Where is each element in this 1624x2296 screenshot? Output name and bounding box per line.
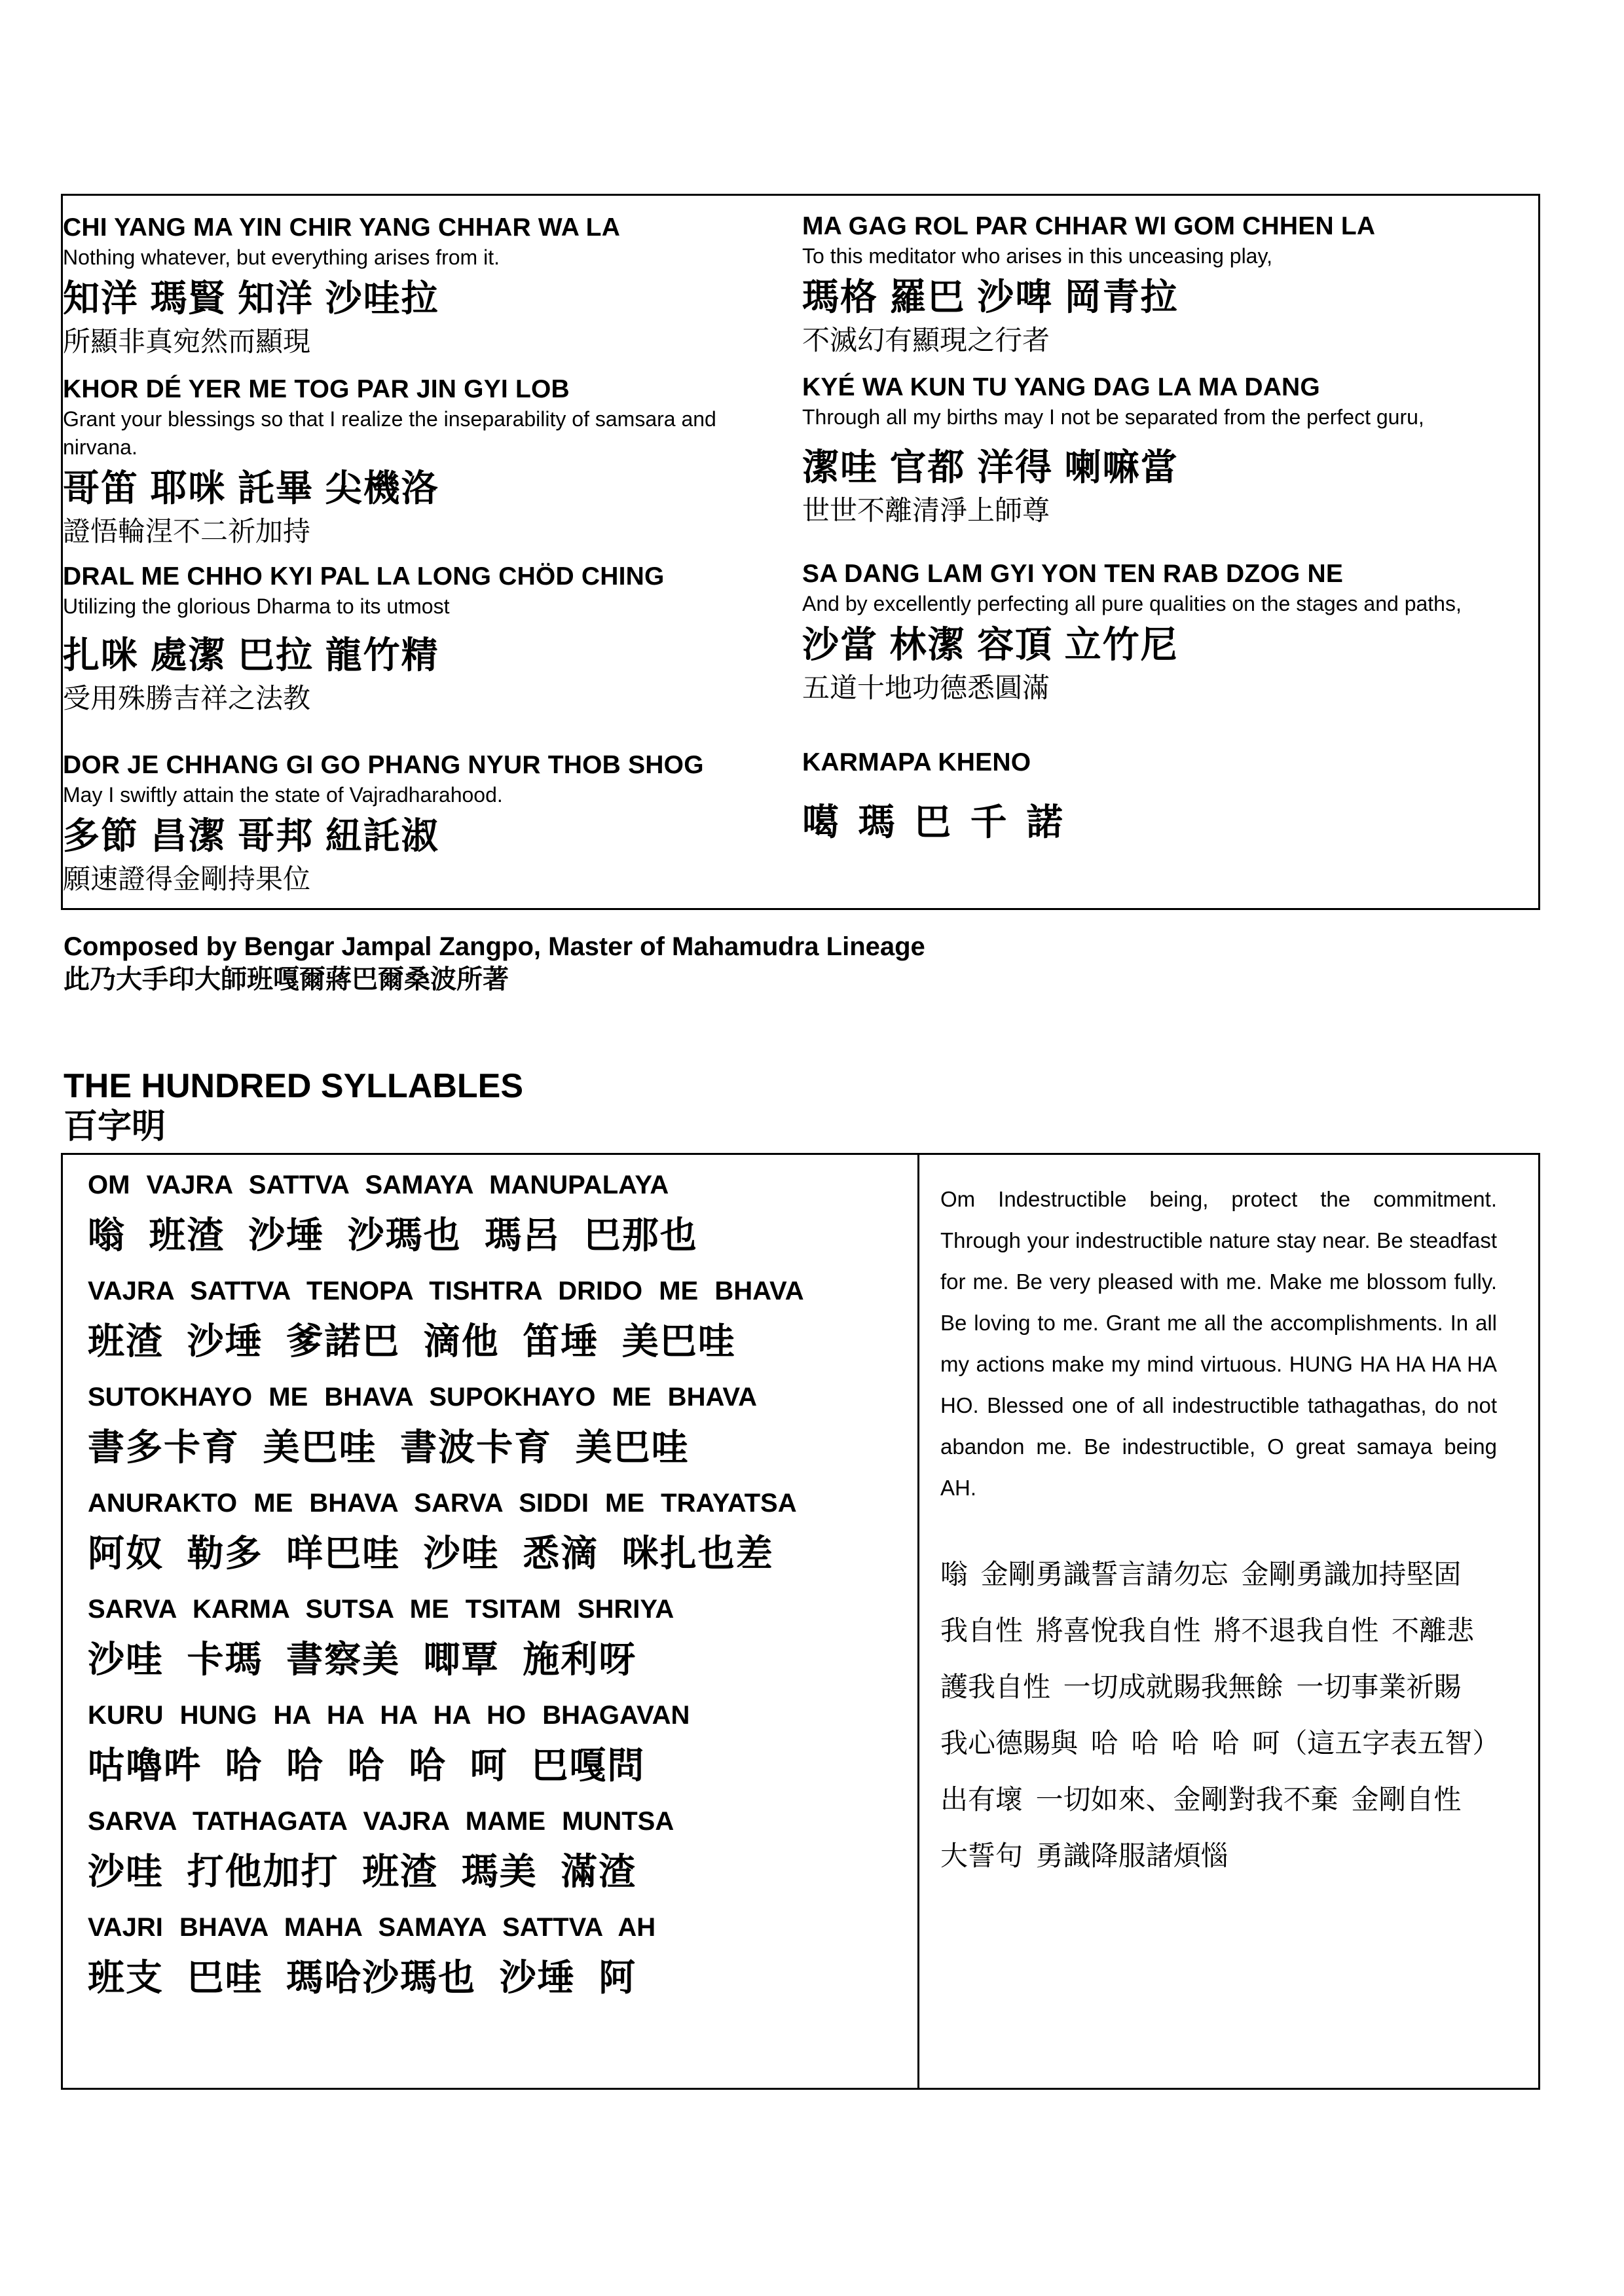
verse: [63, 375, 795, 549]
mantra-romanized-line: ANURAKTO ME BHAVA SARVA SIDDI ME TRAYATSA: [88, 1489, 797, 1518]
mantra-chinese-line: 沙哇 卡瑪 書察美 唧覃 施利呀: [88, 1639, 637, 1680]
mantra-chinese-line: 咕嚕吽 哈 哈 哈 哈 呵 巴嘎問: [88, 1745, 646, 1786]
verse-english: Nothing whatever, but everything arises from it.: [63, 246, 500, 269]
mantra-romanized-line: SARVA KARMA SUTSA ME TSITAM SHRIYA: [88, 1595, 674, 1624]
mantra-romanized-line: SARVA TATHAGATA VAJRA MAME MUNTSA: [88, 1807, 674, 1836]
verse-chinese-meaning: 受用殊勝吉祥之法教: [63, 683, 311, 714]
verse-romanized: CHI YANG MA YIN CHIR YANG CHHAR WA LA: [63, 213, 621, 242]
translation-chinese: [940, 1546, 1500, 1884]
translation-english: Om Indestructible being, protect the commitment. Through your indestructible nature stay near. Be steadfast for me. Be very pleased with me. Make me blossom fully. Be loving to me. Grant me all the accomplishments. In all my actions make my mind virtuous. HUNG HA HA HA HA HO. Blessed one of all indestructible tathagathas, do not abandon me. Be indestructible, O great samaya being AH.: [940, 1187, 1497, 1500]
verse: [63, 562, 795, 716]
verse: [802, 212, 1522, 358]
translation-chinese-line: 大誓句 勇識降服諸煩惱: [940, 1840, 1228, 1871]
mantra-chinese-line: 阿奴 勒多 咩巴哇 沙哇 悉滴 咪扎也差: [88, 1533, 774, 1574]
verse-chinese-meaning: 世世不離清淨上師尊: [802, 495, 1050, 526]
verse: [63, 751, 795, 897]
mantra-column: [88, 1169, 906, 1999]
translation-chinese-line: 我自性 將喜悅我自性 將不退我自性 不離悲: [940, 1615, 1475, 1646]
translation-column: [940, 1178, 1500, 1884]
translation-chinese-line: 我心德賜與 哈 哈 哈 哈 呵（這五字表五智）: [940, 1728, 1500, 1758]
mantra-chinese-line: 書多卡育 美巴哇 書波卡育 美巴哇: [88, 1427, 690, 1468]
verse-romanized: SA DANG LAM GYI YON TEN RAB DZOG NE: [802, 560, 1344, 588]
verse: [802, 748, 1522, 844]
verse-chinese-meaning: 證悟輪涅不二祈加持: [63, 516, 311, 547]
column-divider: [917, 1155, 919, 2088]
mantra-chinese-line: 沙哇 打他加打 班渣 瑪美 滿渣: [88, 1851, 637, 1892]
mantra-romanized-line: KURU HUNG HA HA HA HA HO BHAGAVAN: [88, 1701, 690, 1730]
mantra-romanized-line: SUTOKHAYO ME BHAVA SUPOKHAYO ME BHAVA: [88, 1383, 757, 1412]
section-title: [64, 1066, 523, 1147]
verse: [63, 213, 795, 359]
mantra-romanized-line: VAJRA SATTVA TENOPA TISHTRA DRIDO ME BHAVA: [88, 1277, 804, 1305]
section-title-english: THE HUNDRED SYLLABLES: [64, 1067, 524, 1105]
verse-romanized: KHOR DÉ YER ME TOG PAR JIN GYI LOB: [63, 375, 570, 403]
verse: [802, 373, 1522, 528]
verse-english: May I swiftly attain the state of Vajradharahood.: [63, 783, 503, 807]
verse-english: Utilizing the glorious Dharma to its utmost: [63, 594, 450, 618]
verse-chinese-meaning: 所顯非真宛然而顯現: [63, 326, 311, 357]
section-title-chinese: 百字明: [64, 1108, 166, 1146]
verse-romanized: DOR JE CHHANG GI GO PHANG NYUR THOB SHOG: [63, 751, 704, 779]
verse-romanized: KARMAPA KHENO: [802, 748, 1031, 776]
translation-chinese-line: 出有壞 一切如來、金剛對我不棄 金剛自性: [940, 1784, 1462, 1815]
verse-chinese-meaning: 五道十地功德悉圓滿: [802, 672, 1050, 703]
hundred-syllables-box: [61, 1153, 1540, 2090]
verse-english: And by excellently perfecting all pure qualities on the stages and paths,: [802, 592, 1462, 615]
mantra-romanized-line: VAJRI BHAVA MAHA SAMAYA SATTVA AH: [88, 1913, 656, 1942]
verse-romanized: DRAL ME CHHO KYI PAL LA LONG CHÖD CHING: [63, 562, 665, 591]
verse-chinese-meaning: 不滅幻有顯現之行者: [802, 325, 1050, 355]
mantra-chinese-line: 班渣 沙埵 爹諾巴 滴他 笛埵 美巴哇: [88, 1321, 736, 1362]
mantra-chinese-line: 班支 巴哇 瑪哈沙瑪也 沙埵 阿: [88, 1957, 637, 1998]
verse-english: Grant your blessings so that I realize the inseparability of samsara and nirvana.: [63, 407, 716, 459]
verse-chinese: 扎咪 處潔 巴拉 龍竹精: [63, 634, 439, 676]
verse-romanized: KYÉ WA KUN TU YANG DAG LA MA DANG: [802, 373, 1320, 401]
verse-chinese-meaning: 願速證得金剛持果位: [63, 864, 311, 894]
verse-english: To this meditator who arises in this unceasing play,: [802, 244, 1272, 268]
verse-chinese: 瑪格 羅巴 沙啤 岡青拉: [802, 276, 1179, 318]
mantra-romanized-line: OM VAJRA SATTVA SAMAYA MANUPALAYA: [88, 1171, 669, 1199]
composed-by-chinese: 此乃大手印大師班嘎爾蔣巴爾桑波所著: [64, 965, 509, 994]
verse-english: Through all my births may I not be separated from the perfect guru,: [802, 405, 1424, 429]
verse-chinese: 沙當 林潔 容頂 立竹尼: [802, 624, 1179, 665]
verse: [802, 560, 1522, 706]
verse-chinese: 噶 瑪 巴 千 諾: [802, 801, 1065, 843]
verse-chinese: 多節 昌潔 哥邦 紐託淑: [63, 815, 439, 856]
composed-by-english: Composed by Bengar Jampal Zangpo, Master of Mahamudra Lineage: [64, 932, 925, 961]
composed-by: [64, 931, 925, 996]
verse-chinese: 潔哇 官都 洋得 喇嘛當: [802, 446, 1179, 488]
translation-chinese-line: 護我自性 一切成就賜我無餘 一切事業祈賜: [940, 1671, 1462, 1702]
verse-chinese: 哥笛 耶咪 託畢 尖機洛: [63, 467, 439, 509]
mantra-chinese-line: 嗡 班渣 沙埵 沙瑪也 瑪呂 巴那也: [88, 1214, 698, 1256]
verse-romanized: MA GAG ROL PAR CHHAR WI GOM CHHEN LA: [802, 212, 1376, 240]
translation-chinese-line: 嗡 金剛勇識誓言請勿忘 金剛勇識加持堅固: [940, 1559, 1462, 1590]
prayer-verses-box: [61, 194, 1540, 910]
verse-chinese: 知洋 瑪賢 知洋 沙哇拉: [63, 278, 439, 319]
